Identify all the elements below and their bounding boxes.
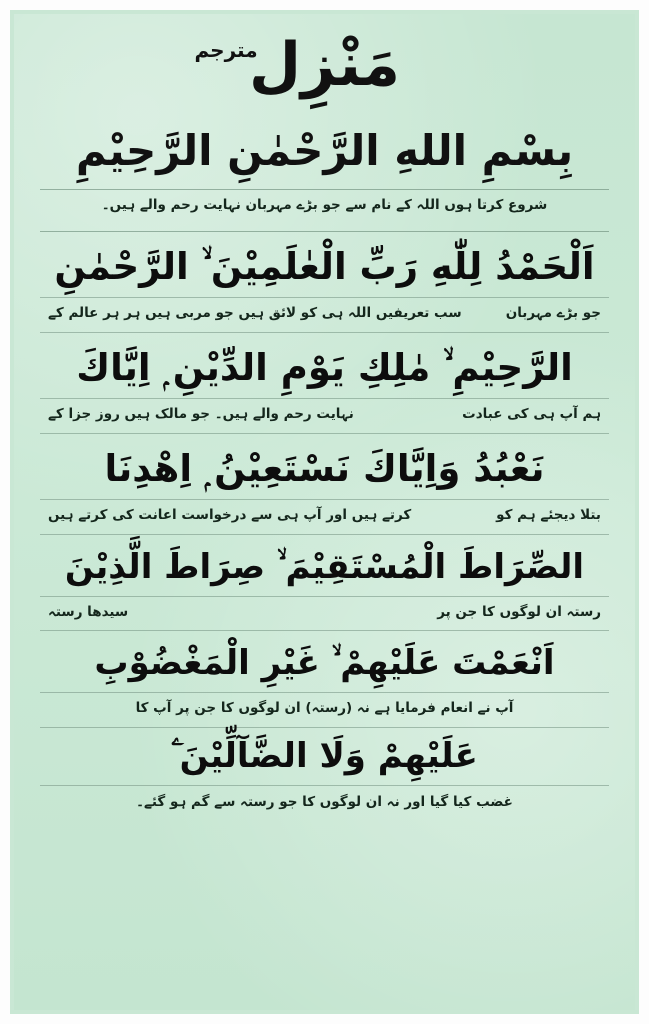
verse-translation-right: سیدھا رستہ bbox=[48, 603, 129, 620]
verse-arabic: الصِّرَاطَ الْمُسْتَقِيْمَ ۙ صِرَاطَ الَّذِيْنَ bbox=[64, 546, 585, 587]
divider bbox=[40, 297, 609, 298]
verse-block bbox=[14, 333, 635, 434]
verse-translation-row bbox=[14, 298, 635, 329]
paper-surface bbox=[14, 14, 635, 1010]
verse-translation-right: کرتے ہیں اور آپ ہی سے درخواست اعانت کی کرتے ہیں bbox=[48, 507, 412, 524]
verse-translation-left: بتلا دیجئے ہم کو bbox=[496, 507, 601, 524]
verse-translation-right: نہایت رحم والے ہیں۔ جو مالک ہیں روز جزا کے bbox=[48, 406, 354, 423]
verse-translation-row bbox=[14, 693, 635, 724]
page-content bbox=[14, 32, 635, 1010]
verse-translation-row bbox=[14, 399, 635, 430]
verse-translation-left: ہم آپ ہی کی عبادت bbox=[462, 406, 601, 423]
divider bbox=[40, 499, 609, 500]
divider bbox=[40, 398, 609, 399]
bismillah-translation: شروع کرتا ہوں اللہ کے نام سے جو بڑے مہربان نہایت رحم والے ہیں۔ bbox=[101, 196, 548, 213]
verse-arabic: عَلَيْهِمْ وَلَا الضَّآلِّيْنَ ۧ bbox=[171, 735, 478, 776]
verse-arabic: اَنْعَمْتَ عَلَيْهِمْ ۙ غَيْرِ الْمَغْضُوْبِ bbox=[94, 643, 555, 684]
verse-block bbox=[14, 434, 635, 535]
divider bbox=[40, 785, 609, 786]
verse-translation-row bbox=[14, 500, 635, 531]
verse-translation-row bbox=[14, 597, 635, 628]
verse-translation-right: سب تعریفیں اللہ ہی کو لائق ہیں جو مربی ہیں ہر ہر عالم کے bbox=[48, 305, 462, 322]
verse-arabic: نَعْبُدُ وَاِيَّاكَ نَسْتَعِيْنُ ۭ اِهْدِنَا bbox=[104, 446, 545, 490]
verse-translation-right: آپ نے انعام فرمایا ہے نہ (رستہ) ان لوگوں کا جن پر آپ کا bbox=[135, 700, 514, 717]
divider bbox=[40, 596, 609, 597]
bismillah-text: بِسْمِ اللهِ الرَّحْمٰنِ الرَّحِيْمِ bbox=[75, 126, 574, 175]
divider bbox=[40, 189, 609, 190]
verse-block bbox=[14, 728, 635, 810]
bismillah-translation-row bbox=[14, 190, 635, 221]
verse-block bbox=[14, 535, 635, 632]
verse-arabic: اَلْحَمْدُ لِلّٰهِ رَبِّ الْعٰلَمِيْنَ ۙ الرَّحْمٰنِ bbox=[54, 244, 595, 288]
verse-translation-left: رستہ ان لوگوں کا جن پر bbox=[437, 603, 601, 620]
verse-arabic: الرَّحِيْمِ ۙ مٰلِكِ يَوْمِ الدِّيْنِ ۭ اِيَّاكَ bbox=[76, 345, 573, 389]
verse-translation-right: غضب کیا گیا اور نہ ان لوگوں کا جو رستہ سے گم ہو گئے۔ bbox=[136, 793, 513, 810]
divider bbox=[40, 692, 609, 693]
verse-block bbox=[14, 232, 635, 333]
page-subtitle: مترجم bbox=[194, 38, 258, 62]
title-block bbox=[14, 32, 635, 98]
page-title: مَنْزِل bbox=[248, 30, 401, 100]
verse-block bbox=[14, 631, 635, 728]
verse-translation-left: جو بڑے مہربان bbox=[505, 305, 601, 322]
